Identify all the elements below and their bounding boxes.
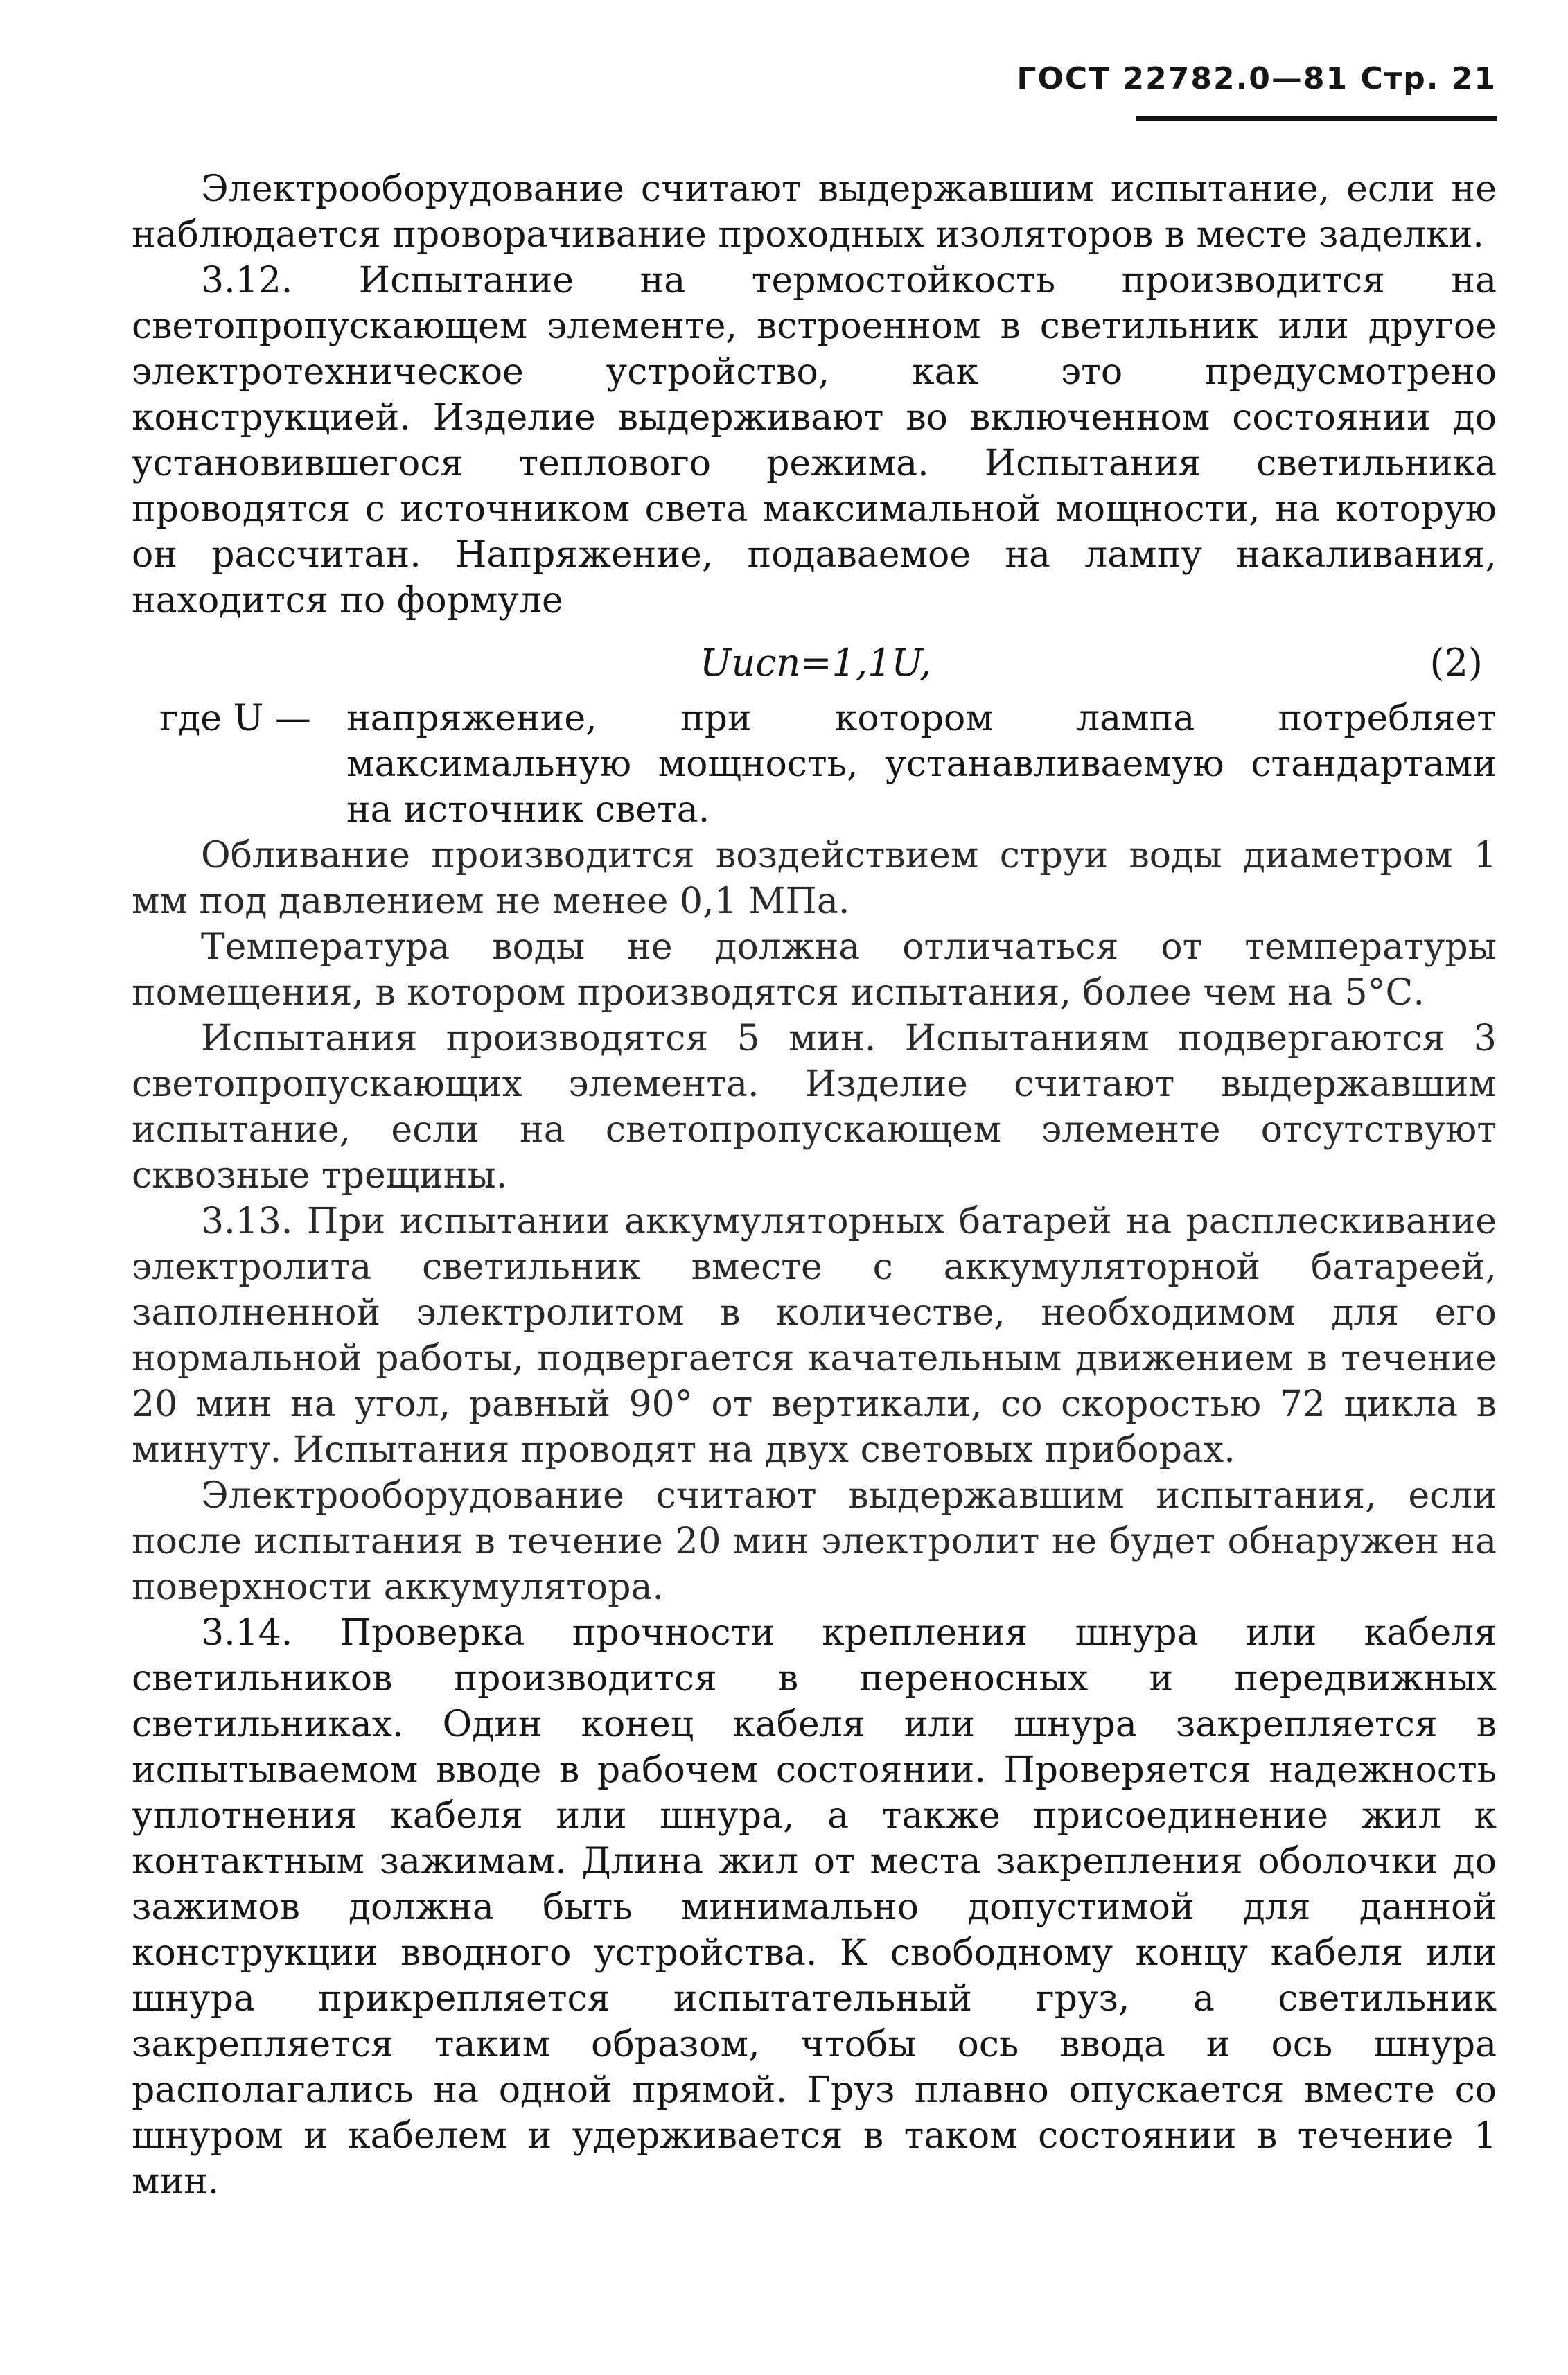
- formula-block: [132, 633, 1497, 696]
- paragraph-electrolyte: Электрооборудование считают выдержавшим испытания, если после испытания в течение 20 мин электролит не будет обнаружен на поверхности аккумулятора.: [132, 1475, 1497, 1608]
- paragraph-1: Электрооборудование считают выдержавшим испытание, если не наблюдается проворачивание проходных изоляторов в месте заделки.: [132, 168, 1497, 256]
- paragraph-3-13: 3.13. При испытании аккумуляторных батарей на расплескивание электролита светильник вместе с аккумуляторной батареей, заполненной электролитом в количестве, необходимом для его нормальной работы, подвергается качательным движением в течение 20 мин на угол, равный 90° от вертикали, со скоростью 72 цикла в минуту. Испытания проводят на двух световых приборах.: [132, 1201, 1497, 1471]
- formula-number: (2): [1429, 641, 1483, 685]
- document-body: [132, 166, 1497, 2205]
- paragraph-dousing: Обливание производится воздействием струи воды диаметром 1 мм под давлением не менее 0,1 МПа.: [132, 835, 1497, 922]
- page-header: ГОСТ 22782.0—81 Стр. 21: [1016, 61, 1497, 96]
- paragraph-water-temperature: Температура воды не должна отличаться от температуры помещения, в котором производятся испытания, более чем на 5°С.: [132, 926, 1497, 1014]
- formula-legend: [132, 696, 1497, 833]
- paragraph-3-12: 3.12. Испытание на термостойкость производится на светопропускающем элементе, встроенном в светильник или другое электротехническое устройство, как это предусмотрено конструкцией. Изделие выдерживают во включенном состоянии до установившегося теплового режима. Испытания светильника проводятся с источником света максимальной мощности, на которую он рассчитан. Напряжение, подаваемое на лампу накаливания, находится по формуле: [132, 260, 1497, 621]
- formula-legend-definition: напряжение, при котором лампа потребляет максимальную мощность, устанавливаемую стандартами на источник света.: [346, 698, 1497, 831]
- formula-expression: Uисп=1,1U,: [700, 641, 932, 685]
- paragraph-test-duration: Испытания производятся 5 мин. Испытаниям подвергаются 3 светопропускающих элемента. Изделие считают выдержавшим испытание, если на светопропускающем элементе отсутствуют сквозные трещины.: [132, 1018, 1497, 1197]
- formula-legend-term: где U —: [159, 698, 311, 739]
- paragraph-3-14: 3.14. Проверка прочности крепления шнура или кабеля светильников производится в переносных и передвижных светильниках. Один конец кабеля или шнура закрепляется в испытываемом вводе в рабочем состоянии. Проверяется надежность уплотнения кабеля или шнура, а также присоединение жил к контактным зажимам. Длина жил от места закрепления оболочки до зажимов должна быть минимально допустимой для данной конструкции вводного устройства. К свободному концу кабеля или шнура прикрепляется испытательный груз, а светильник закрепляется таким образом, чтобы ось ввода и ось шнура располагались на одной прямой. Груз плавно опускается вместе со шнуром и кабелем и удерживается в таком состоянии в течение 1 мин.: [132, 1612, 1497, 2202]
- header-rule: [1136, 116, 1497, 121]
